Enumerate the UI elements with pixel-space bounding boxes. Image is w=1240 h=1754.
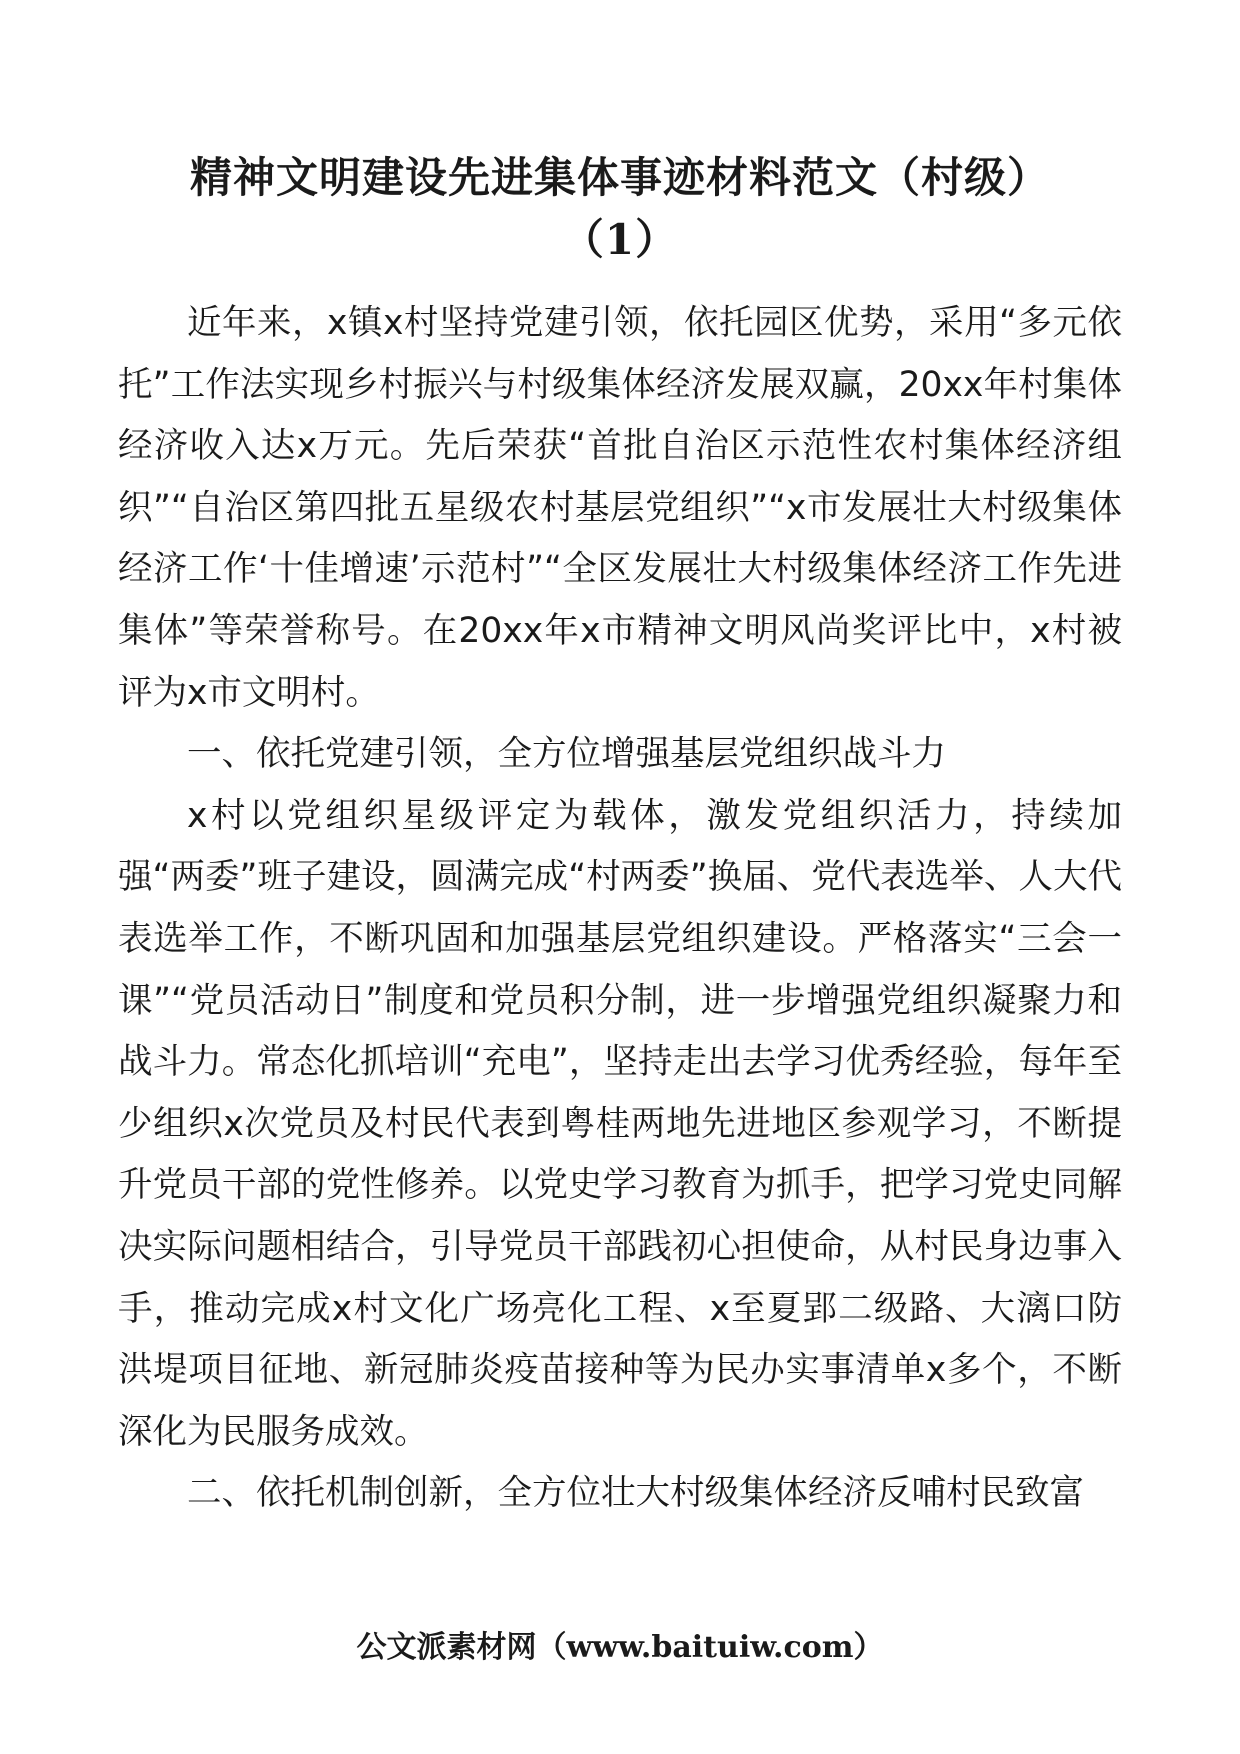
section-heading-1: 一、依托党建引领，全方位增强基层党组织战斗力 bbox=[187, 734, 946, 775]
document-title: 精神文明建设先进集体事迹材料范文（村级） bbox=[189, 153, 1050, 202]
intro-paragraph: 近年来，x镇x村坚持党建引领，依托园区优势，采用“多元依托”工作法实现乡村振兴与村级集体经济发展双赢，20xx年村集体经济收入达x万元。先后荣获“首批自治区示范性农村集体经济组织”“自治区第四批五星级农村基层党组织”“x市发展壮大村级集体经济工作‘十佳增速’示范村”“全区发展壮大村级集体经济工作先进集体”等荣誉称号。在20xx年x市精神文明风尚奖评比中，x村被评为x市文明村。 bbox=[118, 303, 1122, 713]
section-heading-2: 二、依托机制创新，全方位壮大村级集体经济反哺村民致富 bbox=[187, 1473, 1084, 1514]
document-title-number: （1） bbox=[561, 215, 679, 264]
document-body bbox=[118, 293, 1122, 1525]
footer-source: 公文派素材网（www.baituiw.com） bbox=[356, 1630, 884, 1665]
section-1-paragraph: x村以党组织星级评定为载体，激发党组织活力，持续加强“两委”班子建设，圆满完成“村两委”换届、党代表选举、人大代表选举工作，不断巩固和加强基层党组织建设。严格落实“三会一课”“党员活动日”制度和党员积分制，进一步增强党组织凝聚力和战斗力。常态化抓培训“充电”，坚持走出去学习优秀经验，每年至少组织x次党员及村民代表到粤桂两地先进地区参观学习，不断提升党员干部的党性修养。以党史学习教育为抓手，把学习党史同解决实际问题相结合，引导党员干部践初心担使命，从村民身边事入手，推动完成x村文化广场亮化工程、x至夏郢二级路、大漓口防洪堤项目征地、新冠肺炎疫苗接种等为民办实事清单x多个，不断深化为民服务成效。 bbox=[118, 795, 1122, 1452]
